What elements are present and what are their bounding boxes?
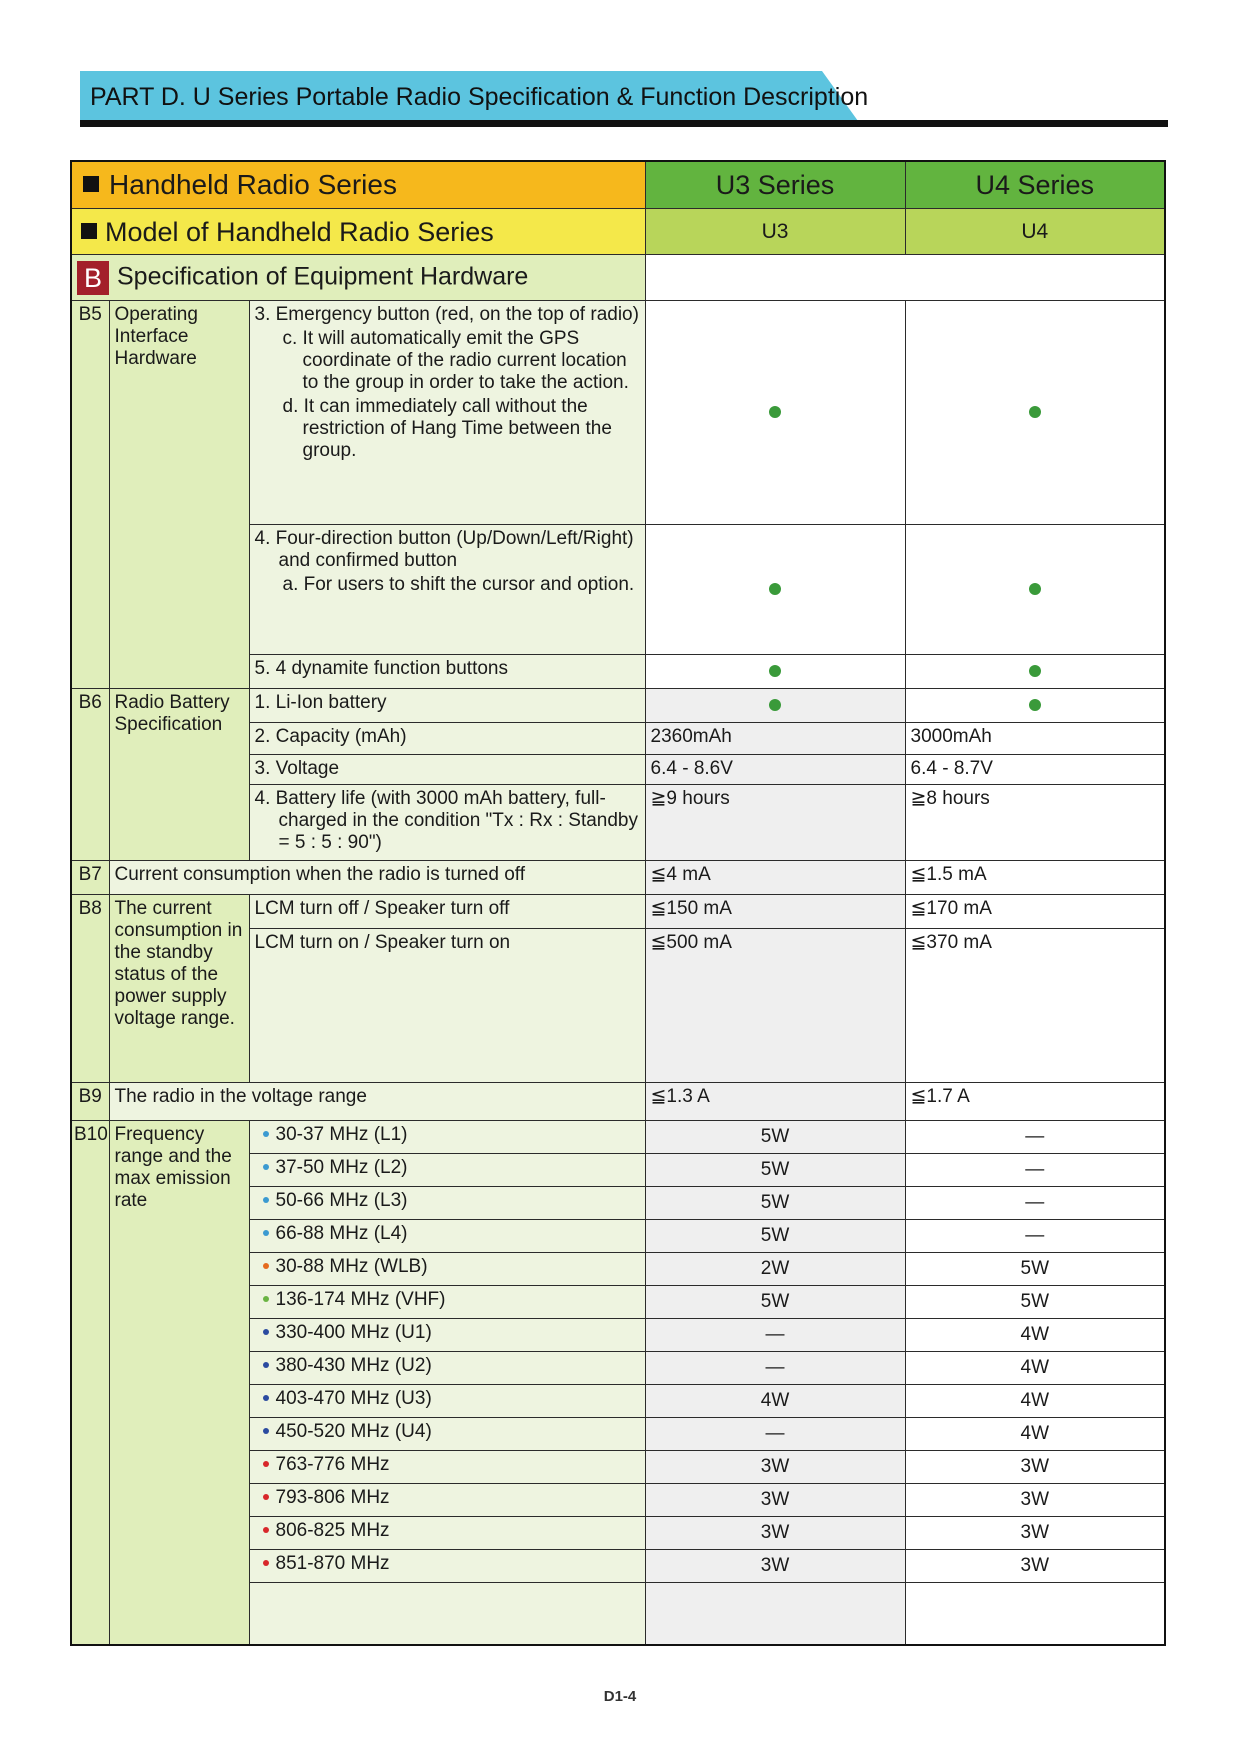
band-u4: 3W xyxy=(905,1550,1165,1583)
band-text: 37-50 MHz (L2) xyxy=(275,1157,408,1178)
u4-off-current: ≦1.5 mA xyxy=(905,861,1165,895)
supported-dot-icon xyxy=(1029,583,1041,595)
category-b5: Operating Interface Hardware xyxy=(109,301,249,689)
band-text: 806-825 MHz xyxy=(275,1520,390,1541)
band-label xyxy=(249,1352,645,1385)
u4-voltage-range: ≦1.7 A xyxy=(905,1083,1165,1121)
supported-dot-icon xyxy=(769,583,781,595)
u3-voltage-range: ≦1.3 A xyxy=(645,1083,905,1121)
row-code-b8: B8 xyxy=(71,895,109,1083)
band-u4: 4W xyxy=(905,1319,1165,1352)
band-label xyxy=(249,1385,645,1418)
item-four-direction xyxy=(249,525,645,655)
band-u4: — xyxy=(905,1121,1165,1154)
band-u3: 3W xyxy=(645,1484,905,1517)
band-empty xyxy=(249,1583,645,1645)
supported-dot-icon xyxy=(769,699,781,711)
u4-capacity: 3000mAh xyxy=(905,723,1165,755)
series-label-cell xyxy=(71,161,645,209)
item-off-current: Current consumption when the radio is turned off xyxy=(109,861,645,895)
band-bullet-icon xyxy=(263,1263,269,1269)
band-label xyxy=(249,1253,645,1286)
band-u3: 3W xyxy=(645,1451,905,1484)
band-label xyxy=(249,1286,645,1319)
band-u3: — xyxy=(645,1319,905,1352)
four-direction-a: a. For users to shift the cursor and option. xyxy=(282,574,635,595)
band-u3: 5W xyxy=(645,1121,905,1154)
band-bullet-icon xyxy=(263,1395,269,1401)
category-b10: Frequency range and the max emission rate xyxy=(109,1121,249,1645)
band-bullet-icon xyxy=(263,1362,269,1368)
row-code-b9: B9 xyxy=(71,1083,109,1121)
band-u4: 3W xyxy=(905,1484,1165,1517)
u3-battery-life: ≧9 hours xyxy=(645,785,905,861)
section-badge: B xyxy=(77,261,109,295)
band-label xyxy=(249,1154,645,1187)
band-u3: 5W xyxy=(645,1220,905,1253)
band-bullet-icon xyxy=(263,1131,269,1137)
band-u3: — xyxy=(645,1352,905,1385)
u3-function-buttons xyxy=(645,655,905,689)
band-label xyxy=(249,1319,645,1352)
band-u4: — xyxy=(905,1220,1165,1253)
item-emergency-button xyxy=(249,301,645,525)
band-u3: — xyxy=(645,1418,905,1451)
band-bullet-icon xyxy=(263,1461,269,1467)
four-direction-title: 4. Four-direction button (Up/Down/Left/Right) and confirmed button xyxy=(254,528,634,571)
u4-emergency xyxy=(905,301,1165,525)
band-u4: 4W xyxy=(905,1418,1165,1451)
item-battery-life xyxy=(249,785,645,861)
u3-voltage: 6.4 - 8.6V xyxy=(645,755,905,785)
band-text: 763-776 MHz xyxy=(275,1454,390,1475)
band-bullet-icon xyxy=(263,1197,269,1203)
band-bullet-icon xyxy=(263,1164,269,1170)
u4-lcm-on: ≦370 mA xyxy=(905,929,1165,1083)
band-text: 30-37 MHz (L1) xyxy=(275,1124,408,1145)
emergency-title: 3. Emergency button (red, on the top of radio) xyxy=(254,304,639,325)
band-u4: 5W xyxy=(905,1253,1165,1286)
band-label xyxy=(249,1484,645,1517)
item-capacity: 2. Capacity (mAh) xyxy=(249,723,645,755)
band-u4: 3W xyxy=(905,1451,1165,1484)
band-u3: 5W xyxy=(645,1187,905,1220)
band-text: 136-174 MHz (VHF) xyxy=(275,1289,446,1310)
u4-voltage: 6.4 - 8.7V xyxy=(905,755,1165,785)
section-title: Specification of Equipment Hardware xyxy=(117,262,529,291)
band-u4: 4W xyxy=(905,1352,1165,1385)
band-label xyxy=(249,1220,645,1253)
u4-lcm-off: ≦170 mA xyxy=(905,895,1165,929)
category-b6: Radio Battery Specification xyxy=(109,689,249,861)
u4-model-header: U4 xyxy=(905,209,1165,255)
page-number: D1-4 xyxy=(603,1688,637,1705)
band-bullet-icon xyxy=(263,1527,269,1533)
band-bullet-icon xyxy=(263,1560,269,1566)
u3-lcm-on: ≦500 mA xyxy=(645,929,905,1083)
item-lcm-on: LCM turn on / Speaker turn on xyxy=(249,929,645,1083)
u4-battery-life: ≧8 hours xyxy=(905,785,1165,861)
band-u3: 3W xyxy=(645,1517,905,1550)
spec-table xyxy=(70,160,1166,1646)
band-bullet-icon xyxy=(263,1329,269,1335)
item-lcm-off: LCM turn off / Speaker turn off xyxy=(249,895,645,929)
band-u4: 3W xyxy=(905,1517,1165,1550)
band-label xyxy=(249,1187,645,1220)
row-code-b6: B6 xyxy=(71,689,109,861)
band-u3: 2W xyxy=(645,1253,905,1286)
u3-lcm-off: ≦150 mA xyxy=(645,895,905,929)
emergency-c: c. It will automatically emit the GPS coordinate of the radio current location to the group in order to take the action. xyxy=(282,328,629,393)
battery-life-text: 4. Battery life (with 3000 mAh battery, full-charged in the condition "Tx : Rx : Standby = 5 : 5 : 90") xyxy=(254,788,638,853)
band-label xyxy=(249,1121,645,1154)
u4-li-ion xyxy=(905,689,1165,723)
band-u4: 4W xyxy=(905,1385,1165,1418)
section-blank xyxy=(645,255,1165,301)
band-text: 50-66 MHz (L3) xyxy=(275,1190,408,1211)
band-empty-u3 xyxy=(645,1583,905,1645)
row-code-b5: B5 xyxy=(71,301,109,689)
supported-dot-icon xyxy=(1029,699,1041,711)
square-bullet-icon xyxy=(83,176,99,192)
band-bullet-icon xyxy=(263,1296,269,1302)
u3-off-current: ≦4 mA xyxy=(645,861,905,895)
item-li-ion: 1. Li-Ion battery xyxy=(249,689,645,723)
supported-dot-icon xyxy=(1029,665,1041,677)
band-text: 793-806 MHz xyxy=(275,1487,390,1508)
band-bullet-icon xyxy=(263,1428,269,1434)
band-u4: 5W xyxy=(905,1286,1165,1319)
supported-dot-icon xyxy=(769,665,781,677)
item-function-buttons: 5. 4 dynamite function buttons xyxy=(249,655,645,689)
u3-four-direction xyxy=(645,525,905,655)
item-voltage: 3. Voltage xyxy=(249,755,645,785)
band-text: 450-520 MHz (U4) xyxy=(275,1421,432,1442)
row-code-b10: B10 xyxy=(71,1121,109,1645)
band-u3: 3W xyxy=(645,1550,905,1583)
emergency-d: d. It can immediately call without the restriction of Hang Time between the group. xyxy=(282,396,612,461)
band-bullet-icon xyxy=(263,1230,269,1236)
supported-dot-icon xyxy=(769,406,781,418)
part-banner xyxy=(80,71,869,121)
row-code-b7: B7 xyxy=(71,861,109,895)
header-rule xyxy=(80,120,1168,127)
band-label xyxy=(249,1418,645,1451)
u4-function-buttons xyxy=(905,655,1165,689)
band-label xyxy=(249,1451,645,1484)
series-label: Handheld Radio Series xyxy=(109,169,397,200)
band-u4: — xyxy=(905,1154,1165,1187)
band-u3: 5W xyxy=(645,1286,905,1319)
u3-model-header: U3 xyxy=(645,209,905,255)
category-b8: The current consumption in the standby status of the power supply voltage range. xyxy=(109,895,249,1083)
model-label-cell xyxy=(71,209,645,255)
square-bullet-icon xyxy=(81,223,97,239)
band-text: 403-470 MHz (U3) xyxy=(275,1388,432,1409)
band-text: 30-88 MHz (WLB) xyxy=(275,1256,428,1277)
band-label xyxy=(249,1517,645,1550)
supported-dot-icon xyxy=(1029,406,1041,418)
band-bullet-icon xyxy=(263,1494,269,1500)
band-empty-u4 xyxy=(905,1583,1165,1645)
item-voltage-range: The radio in the voltage range xyxy=(109,1083,645,1121)
u4-four-direction xyxy=(905,525,1165,655)
u3-capacity: 2360mAh xyxy=(645,723,905,755)
band-u3: 4W xyxy=(645,1385,905,1418)
band-u4: — xyxy=(905,1187,1165,1220)
band-u3: 5W xyxy=(645,1154,905,1187)
u3-series-header: U3 Series xyxy=(645,161,905,209)
band-text: 851-870 MHz xyxy=(275,1553,390,1574)
banner-title: PART D. U Series Portable Radio Specification & Function Description xyxy=(90,83,869,111)
section-title-cell xyxy=(71,255,645,301)
u3-li-ion xyxy=(645,689,905,723)
band-text: 330-400 MHz (U1) xyxy=(275,1322,432,1343)
band-text: 66-88 MHz (L4) xyxy=(275,1223,408,1244)
u4-series-header: U4 Series xyxy=(905,161,1165,209)
model-label: Model of Handheld Radio Series xyxy=(105,216,494,247)
band-label xyxy=(249,1550,645,1583)
band-text: 380-430 MHz (U2) xyxy=(275,1355,432,1376)
u3-emergency xyxy=(645,301,905,525)
